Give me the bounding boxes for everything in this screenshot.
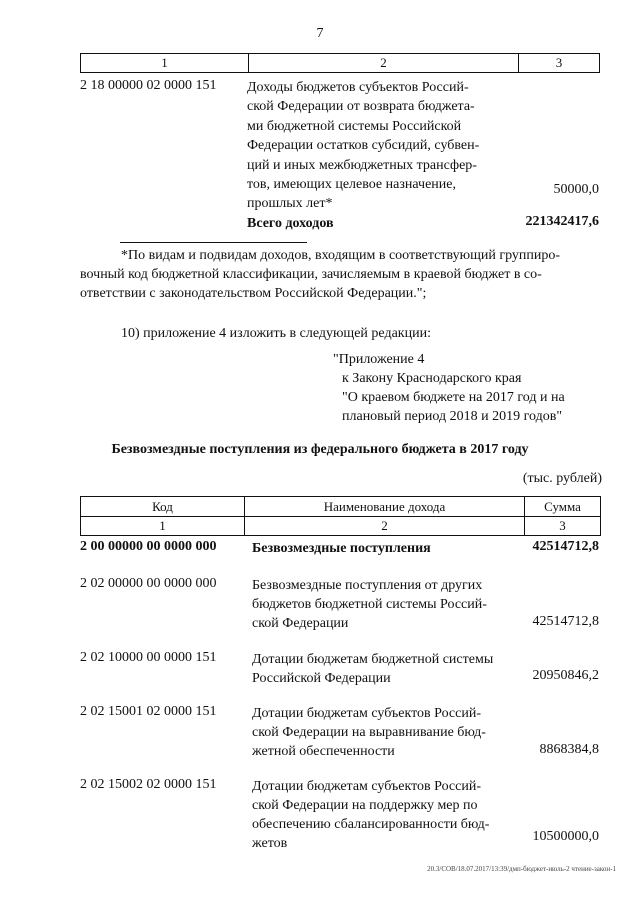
desc-line: Безвозмездные поступления от других (252, 578, 483, 593)
row-description: Безвозмездные поступления (252, 541, 431, 556)
top-header-col2: 2 (248, 54, 518, 72)
header-code: Код (152, 498, 173, 514)
header-sum: Сумма (524, 497, 600, 516)
desc-line: ми бюджетной системы Российской (247, 118, 462, 134)
footnote-line: *По видам и подвидам доходов, входящим в соответствующий группиро- (121, 248, 561, 263)
top-table-row (80, 78, 603, 218)
colnum-2: 2 (244, 516, 524, 535)
desc-line: Российской Федерации (252, 671, 391, 686)
table-row (80, 539, 603, 559)
row-amount: 8868384,8 (539, 742, 599, 757)
appendix-line: плановый период 2018 и 2019 годов" (342, 409, 563, 424)
table-row (80, 576, 603, 636)
row-description (252, 576, 524, 633)
desc-line: Доходы бюджетов субъектов Россий- (247, 80, 469, 95)
table-row (80, 777, 603, 857)
desc-line: ций и иных межбюджетных трансфер- (247, 157, 477, 173)
row-code: 2 02 15002 02 0000 151 (80, 777, 217, 792)
desc-line: ской Федерации на поддержку мер по (252, 798, 478, 813)
row-amount: 42514712,8 (532, 539, 599, 554)
colnum-1: 1 (159, 517, 166, 533)
colnum-3: 3 (524, 516, 600, 535)
main-table-colnums (80, 516, 601, 536)
row-description (247, 78, 523, 214)
row-code: 2 18 00000 02 0000 151 (80, 78, 217, 93)
footnote-line: ответствии с законодательством Российской Федерации."; (80, 286, 427, 301)
desc-line: Дотации бюджетам субъектов Россий- (252, 779, 481, 794)
units-label: (тыс. рублей) (522, 471, 602, 486)
table-row (80, 650, 603, 690)
row-amount: 20950846,2 (532, 668, 599, 683)
row-code: 2 02 00000 00 0000 000 (80, 576, 217, 591)
desc-line: обеспечению сбалансированности бюд- (252, 817, 490, 832)
desc-line: ской Федерации (252, 616, 349, 631)
total-label: Всего доходов (247, 216, 334, 231)
desc-line: ской Федерации от возврата бюджета- (247, 99, 475, 115)
table-row (80, 704, 603, 764)
row-amount: 10500000,0 (532, 829, 599, 844)
row-code: 2 00 00000 00 0000 000 (80, 539, 217, 554)
row-description (252, 704, 524, 761)
row-amount: 42514712,8 (532, 614, 599, 629)
row-description (252, 777, 524, 853)
appendix-line: к Закону Краснодарского края (342, 371, 522, 386)
top-header-col3: 3 (518, 54, 599, 72)
main-table-header (80, 496, 601, 517)
row-amount: 50000,0 (553, 182, 599, 197)
row-code: 2 02 10000 00 0000 151 (80, 650, 217, 665)
desc-line: Федерации остатков субсидий, субвен- (247, 138, 480, 154)
desc-line: тов, имеющих целевое назначение, (247, 177, 456, 193)
desc-line: жетной обеспеченности (252, 744, 395, 759)
desc-line: прошлых лет* (247, 196, 333, 212)
row-description (252, 650, 524, 688)
header-name: Наименование дохода (244, 497, 524, 516)
desc-line: жетов (252, 836, 288, 851)
appendix-reference (333, 350, 565, 426)
document-stamp: 20.3/СОВ/18.07.2017/13:39/дмп-бюджет-июль-2 чтение-закон-1 (427, 865, 616, 873)
appendix-line: "О краевом бюджете на 2017 год и на (342, 390, 565, 405)
top-header-col1: 1 (161, 55, 168, 70)
total-amount: 221342417,6 (525, 214, 599, 229)
section-title: Безвозмездные поступления из федерального бюджета в 2017 году (111, 442, 529, 457)
row-code: 2 02 15001 02 0000 151 (80, 704, 217, 719)
page-number: 7 (316, 26, 324, 41)
paragraph-10: 10) приложение 4 изложить в следующей редакции: (121, 326, 431, 341)
appendix-line: "Приложение 4 (333, 352, 425, 367)
footnote-rule (120, 242, 307, 243)
desc-line: ской Федерации на выравнивание бюд- (252, 725, 486, 740)
desc-line: Дотации бюджетам субъектов Россий- (252, 706, 481, 721)
footnote (80, 246, 600, 303)
desc-line: бюджетов бюджетной системы Россий- (252, 597, 487, 612)
top-table-header (80, 53, 600, 73)
footnote-line: вочный код бюджетной классификации, зачисляемым в краевой бюджет в со- (80, 267, 542, 282)
total-row (80, 214, 603, 234)
desc-line: Дотации бюджетам бюджетной системы (252, 652, 494, 667)
